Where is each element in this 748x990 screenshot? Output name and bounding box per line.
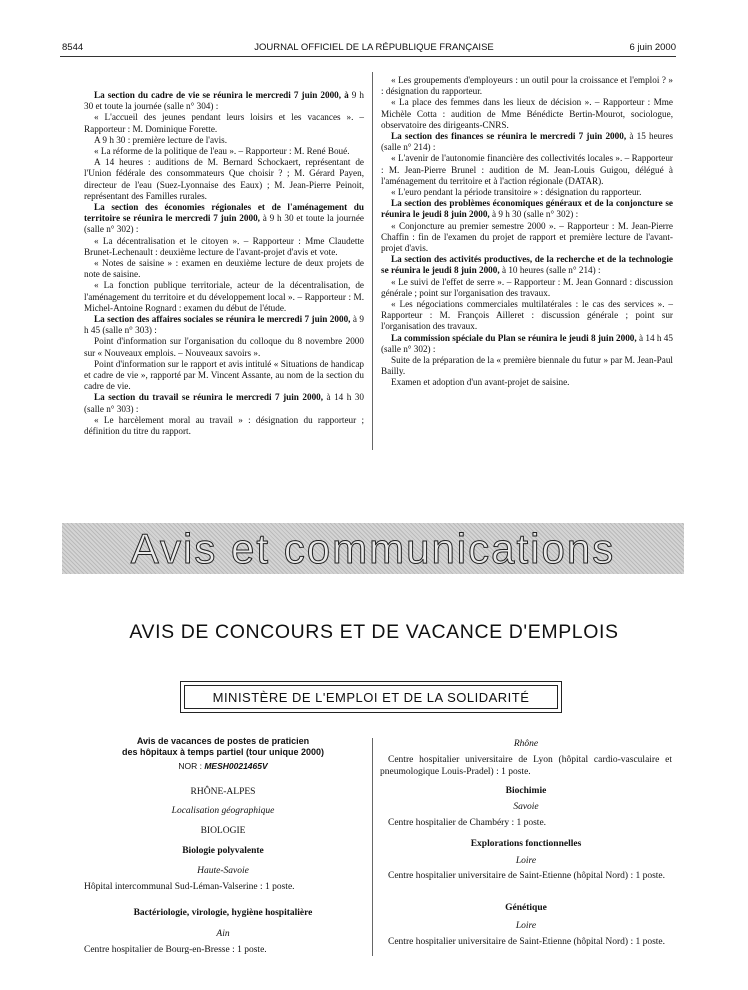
paragraph [84,314,364,336]
paragraph [84,336,364,358]
paragraph-text: Suite de la préparation de la « première biennale du futur » par M. Jean-Paul Bailly. [381,355,673,377]
section-lead: La section des problèmes économiques généraux et de la conjoncture se réunira le jeudi 8 juin 2000, [381,198,673,220]
paragraph [381,254,673,276]
section-lead: La section des économies régionales et de l'aménagement du territoire se réunira le mercredi 7 juin 2000, [84,202,364,224]
paragraph [381,198,673,220]
specialty-biologie-polyvalente: Biologie polyvalente [182,846,264,856]
paragraph-text: A 14 heures : auditions de M. Bernard Schockaert, représentant de l'Union fédérale des consommateurs Que choisir ? ; M. Gérard Payen, directeur de l'eau (Suez-Lyonnaise des Eaux) ; M. Jean-Pierre Peinoit, représentant des Familles rurales. [84,157,364,201]
paragraph-text: à 14 h 30 (salle n° 303) : [84,392,364,414]
paragraph-text: Examen et adoption d'un avant-projet de saisine. [391,377,570,388]
notice-title-line1: Avis de vacances de postes de praticien [136,736,310,746]
paragraph-text: « La fonction publique territoriale, acteur de la décentralisation, de l'aménagement du territoire et du développement local ». – Rapporteur : M. Michel-Antoine Rognard : examen du début de l'étude. [84,280,364,313]
specialty-biochimie: Biochimie [505,786,547,796]
paragraph-text: A 9 h 30 : première lecture de l'avis. [94,134,228,145]
paragraph [381,97,673,131]
dept-rhone: Rhône [513,739,539,749]
entry-loire-2: Centre hospitalier universitaire de Saint-Etienne (hôpital Nord) : 1 poste. [388,937,666,947]
paragraph-text: « Les groupements d'employeurs : un outil pour la croissance et l'emploi ? » : désignation du rapporteur. [381,75,673,97]
right-column [381,75,673,389]
entry-rhone: Centre hospitalier universitaire de Lyon (hôpital cardio-vasculaire et pneumologique Louis-Pradel) : 1 poste. [380,755,672,777]
paragraph [84,415,364,437]
paragraph [381,187,673,198]
ministry-name: MINISTÈRE DE L'EMPLOI ET DE LA SOLIDARITÉ [212,689,530,705]
paragraph [84,146,364,157]
paragraph [84,202,364,236]
issue-date: 6 juin 2000 [629,42,676,53]
dept-ain: Ain [216,929,230,939]
header-rule [60,56,676,57]
discipline: BIOLOGIE [200,826,246,836]
section-banner [62,523,684,574]
left-column [84,90,364,437]
paragraph [381,153,673,187]
notice-title-line2: des hôpitaux à temps partiel (tour unique 2000) [121,747,325,757]
paragraph [84,280,364,314]
region: RHÔNE-ALPES [190,787,256,797]
section-lead: La section du travail se réunira le mercredi 7 juin 2000, [94,392,324,403]
paragraph [381,221,673,255]
paragraph-text: à 9 h 30 et toute la journée (salle n° 302) : [84,213,364,235]
paragraph-text: Point d'information sur le rapport et avis intitulé « Situations de handicap et cadre de vie », rapporté par M. Vincent Assante, au nom de la section du cadre de vie. [84,358,364,392]
paragraph [84,135,364,146]
nor-value: MESH0021465V [204,761,268,771]
paragraph-text: « Conjoncture au premier semestre 2000 ». – Rapporteur : M. Jean-Pierre Chaffin : fin de l'examen du projet de rapport et première lecture de l'avant-projet d'avis. [381,220,673,254]
paragraph [381,75,673,97]
paragraph [84,359,364,393]
paragraph-text: « Le suivi de l'effet de serre ». – Rapporteur : M. Jean Gonnard : discussion générale ; point sur l'organisation des travaux. [381,276,673,298]
paragraph [84,112,364,134]
paragraph [381,131,673,153]
paragraph-text: « L'accueil des jeunes pendant leurs loisirs et les vacances ». – Rapporteur : M. Dominique Forette. [84,112,364,134]
paragraph [381,277,673,299]
paragraph-text: à 9 h 30 (salle n° 302) : [489,209,579,220]
banner-title: Avis et communications [130,524,616,572]
paragraph-text: « La réforme de la politique de l'eau ». – Rapporteur : M. René Boué. [94,146,350,157]
entry-loire-1: Centre hospitalier universitaire de Saint-Etienne (hôpital Nord) : 1 poste. [388,871,666,881]
section-lead: La section des activités productives, de la recherche et de la technologie se réunira le jeudi 8 juin 2000, [381,254,673,276]
paragraph [381,333,673,355]
paragraph [84,236,364,258]
dept-loire-2: Loire [515,921,537,931]
lower-column-divider [372,738,373,956]
journal-title: JOURNAL OFFICIEL DE LA RÉPUBLIQUE FRANÇAISE [254,42,494,53]
paragraph [84,90,364,112]
section-lead: La commission spéciale du Plan se réunira le jeudi 8 juin 2000, [391,332,637,343]
nor-reference [78,760,368,772]
section-lead: La section du cadre de vie se réunira le mercredi 7 juin 2000, à [94,90,349,100]
paragraph [84,392,364,414]
paragraph-text: Point d'information sur l'organisation du colloque du 8 novembre 2000 sur « Nouveaux emplois. – Nouveaux savoirs ». [84,336,364,358]
specialty-bacteriologie: Bactériologie, virologie, hygiène hospitalière [133,908,313,918]
paragraph-text: « Le harcèlement moral au travail » : désignation du rapporteur ; définition du titre du rapport. [84,414,364,437]
section-lead: La section des affaires sociales se réunira le mercredi 7 juin 2000, [94,314,351,325]
column-divider [372,72,373,450]
section-lead: La section des finances se réunira le mercredi 7 juin 2000, [391,131,627,142]
paragraph-text: à 10 heures (salle n° 214) : [499,265,601,276]
localisation-heading: Localisation géographique [171,806,275,816]
paragraph-text: « La décentralisation et le citoyen ». – Rapporteur : Mme Claudette Brunet-Lechenault : deuxième lecture de l'avant-projet d'avis et vote. [84,235,364,257]
paragraph-text: « Les négociations commerciales multilatérales : le cas des services ». – Rapporteur : M. François Ailleret : discussion générale ; point sur l'organisation des travaux. [381,299,673,332]
paragraph-text: « La place des femmes dans les lieux de décision ». – Rapporteur : Mme Michèle Cotta : audition de Mme Bénédicte Bertin-Mourot, sociologue, observatoire des dirigeants-CNRS. [381,97,673,130]
dept-loire-1: Loire [515,856,537,866]
entry-haute-savoie: Hôpital intercommunal Sud-Léman-Valserine : 1 poste. [84,882,295,892]
paragraph-text: à 9 h 45 (salle n° 303) : [84,314,364,336]
entry-savoie: Centre hospitalier de Chambéry : 1 poste. [388,818,547,828]
specialty-explorations: Explorations fonctionnelles [470,839,582,849]
specialty-genetique: Génétique [505,903,547,913]
dept-savoie: Savoie [513,802,539,812]
paragraph-text: 9 h 30 et toute la journée (salle n° 304) : [84,90,364,112]
paragraph-text: à 15 heures (salle n° 214) : [381,131,673,153]
ministry-box [180,681,562,713]
paragraph [381,299,673,333]
paragraph [381,377,673,388]
entry-ain: Centre hospitalier de Bourg-en-Bresse : 1 poste. [84,945,267,955]
section-title: AVIS DE CONCOURS ET DE VACANCE D'EMPLOIS [129,621,619,643]
paragraph-text: « L'euro pendant la période transitoire » : désignation du rapporteur. [391,187,642,198]
paragraph-text: « L'avenir de l'autonomie financière des collectivités locales ». – Rapporteur : M. Jean-Pierre Brunel : audition de M. Jean-Louis Guigou, délégué à l'aménagement du territoire et à l'action régionale (DATAR). [381,153,673,186]
dept-haute-savoie: Haute-Savoie [197,866,249,876]
page-number: 8544 [62,42,84,53]
paragraph [84,157,364,202]
paragraph [84,258,364,280]
paragraph [381,355,673,377]
paragraph-text: « Notes de saisine » : examen en deuxième lecture de deux projets de note de saisine. [84,258,364,280]
nor-label: NOR : [178,761,202,771]
paragraph-text: à 14 h 45 (salle n° 302) : [381,332,673,354]
